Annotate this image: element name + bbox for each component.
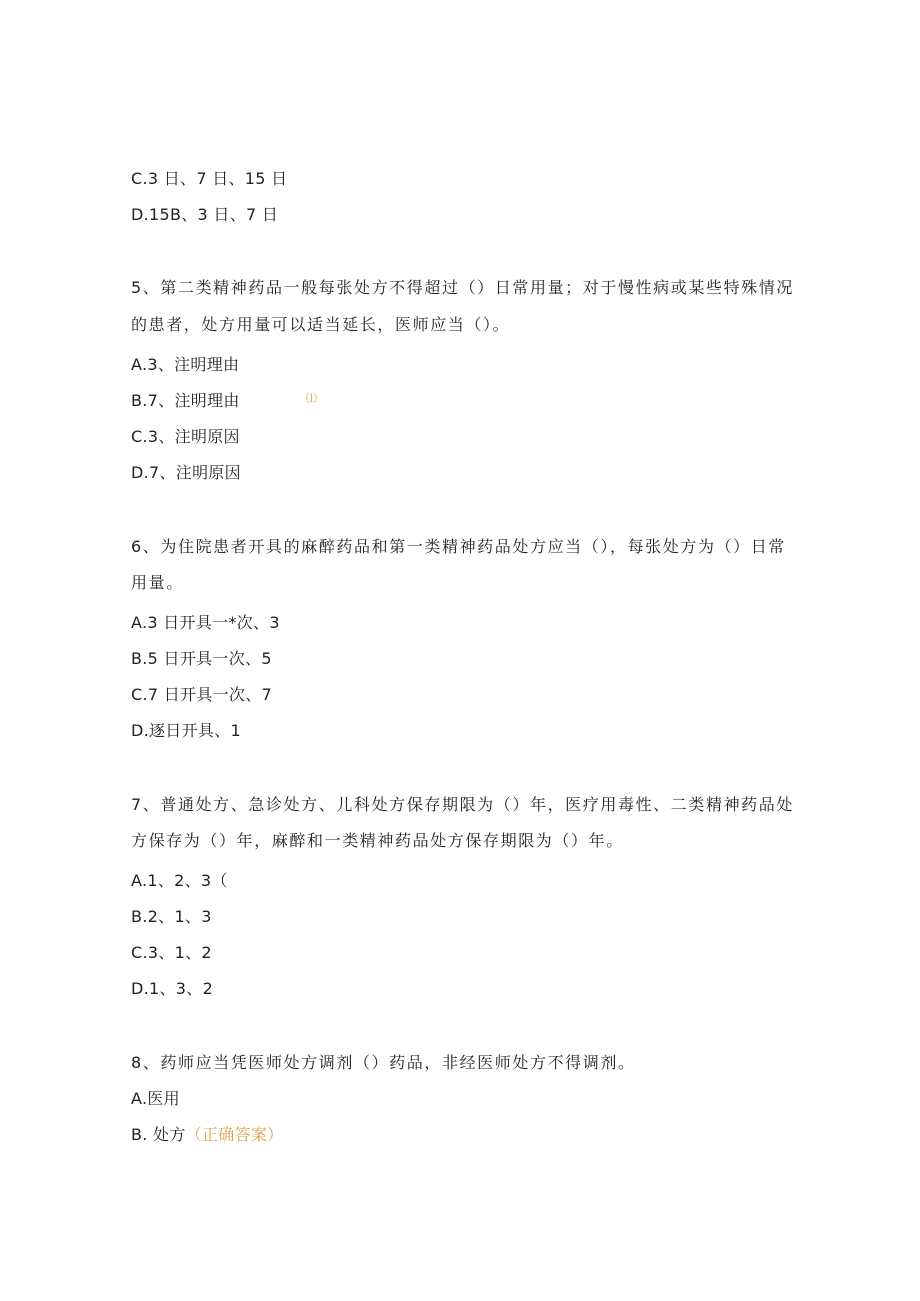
q4-option-d: D.15B、3 日、7 日 xyxy=(131,205,279,224)
q5-option-b: B.7、注明理由 xyxy=(131,391,240,410)
q8-stem-line1: 8、药师应当凭医师处方调剂（）药品，非经医师处方不得调剂。 xyxy=(131,1053,636,1072)
q7-stem-line1: 7、普通处方、急诊处方、儿科处方保存期限为（）年，医疗用毒性、二类精神药品处 xyxy=(131,795,794,814)
q8-correct-answer-mark: （正确答案） xyxy=(185,1125,284,1144)
q6-stem-line1: 6、为住院患者开具的麻醉药品和第一类精神药品处方应当（），每张处方为（）日常 xyxy=(131,537,786,556)
q8-option-a: A.医用 xyxy=(131,1089,180,1108)
q7-option-a: A.1、2、3（ xyxy=(131,871,228,890)
q7-option-d: D.1、3、2 xyxy=(131,979,214,998)
q8-option-b: B. 处方 xyxy=(131,1125,186,1144)
q5-answer-mark: ⑴ xyxy=(306,392,317,405)
q5-option-a: A.3、注明理由 xyxy=(131,355,240,374)
q6-option-b: B.5 日开具一次、5 xyxy=(131,649,272,668)
q5-option-c: C.3、注明原因 xyxy=(131,427,240,446)
q7-option-c: C.3、1、2 xyxy=(131,943,212,962)
q4-option-c: C.3 日、7 日、15 日 xyxy=(131,169,288,188)
q6-option-d: D.逐日开具、1 xyxy=(131,721,241,740)
q5-stem-line2: 的患者，处方用量可以适当延长，医师应当（）。 xyxy=(131,315,511,334)
q5-stem-line1: 5、第二类精神药品一般每张处方不得超过（）日常用量；对于慢性病或某些特殊情况 xyxy=(131,278,794,297)
q5-option-d: D.7、注明原因 xyxy=(131,463,241,482)
q6-option-c: C.7 日开具一次、7 xyxy=(131,685,273,704)
q7-option-b: B.2、1、3 xyxy=(131,907,212,926)
q8-option-b-row xyxy=(131,1125,283,1145)
q6-option-a: A.3 日开具一*次、3 xyxy=(131,613,280,632)
q6-stem-line2: 用量。 xyxy=(131,573,184,592)
q7-stem-line2: 方保存为（）年，麻醉和一类精神药品处方保存期限为（）年。 xyxy=(131,831,624,850)
